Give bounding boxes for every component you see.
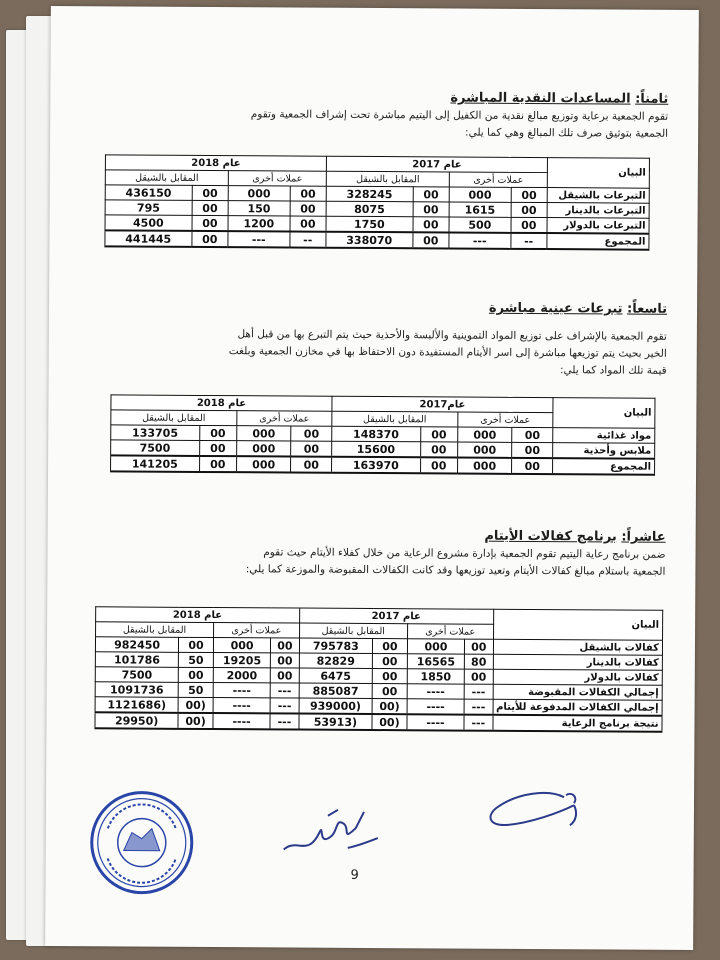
row-label: إجمالي الكفالات المقبوضة <box>493 684 663 700</box>
cell: 101786 <box>95 652 178 668</box>
cell: 00 <box>290 186 327 201</box>
cell: 338070 <box>326 232 413 249</box>
cell: 2000 <box>213 668 271 683</box>
paragraph-line: الخير بحيث يتم توزيعها مباشرة إلى اسر الأيتام المستفيدة دون الاحتفاظ بها في مخازن الجمعية وبلغت <box>228 345 667 360</box>
cell: (53913 <box>299 714 373 730</box>
cell: 00 <box>413 187 450 202</box>
cell: 00 <box>511 202 548 217</box>
section-paragraph <box>108 105 668 142</box>
cell: 00 <box>413 217 450 233</box>
cell: 50 <box>178 682 213 697</box>
cell: 00 <box>271 653 299 668</box>
cell: 00 <box>420 442 457 458</box>
cell: --- <box>464 699 492 715</box>
cell: 00 <box>199 440 236 456</box>
year-header: عام 2018 <box>111 395 332 411</box>
in-kind-donations-table <box>110 394 655 475</box>
section-paragraph <box>107 325 667 379</box>
row-label: ملابس وأحذية <box>553 443 655 459</box>
cell: 000 <box>213 638 271 653</box>
cell: 6475 <box>299 668 373 683</box>
cell: 1200 <box>228 216 290 232</box>
cell: -- <box>289 231 326 247</box>
cell: 7500 <box>95 667 178 683</box>
section-heading <box>107 298 667 316</box>
column-header: المقابل بالشيقل <box>332 411 458 427</box>
cell: 00 <box>179 637 214 652</box>
label-header: البيان <box>553 398 655 429</box>
paragraph-line: تقوم الجمعية بالإشراف على توزيع المواد التموينية والألبسة والأحذية حيث يتم التبرع بها من قبل أهل <box>237 328 667 343</box>
cell: 133705 <box>111 425 200 441</box>
total-row <box>95 712 662 731</box>
label-header: البيان <box>493 609 663 640</box>
cell: 00 <box>512 427 553 442</box>
cell: ---- <box>213 683 271 698</box>
cell: 16565 <box>407 654 465 669</box>
cell: 328245 <box>326 186 413 202</box>
row-label: كفالات بالدولار <box>493 669 663 685</box>
column-header: عملات أخرى <box>228 171 326 187</box>
row-label: التبرعات بالشيقل <box>547 188 649 204</box>
heading-number: ثامناً: <box>635 91 669 107</box>
cell: 00 <box>512 458 553 474</box>
label-header: البيان <box>547 158 649 189</box>
section-10 <box>105 526 665 580</box>
association-stamp <box>87 788 196 897</box>
cash-aid-table <box>104 154 650 250</box>
cell: --- <box>449 232 511 248</box>
cell: 00 <box>413 202 450 217</box>
cell: 4500 <box>105 215 192 231</box>
cell: 00 <box>271 668 299 683</box>
year-header: عام 2018 <box>105 155 326 171</box>
cell: -- <box>510 233 547 249</box>
cell: ---- <box>407 699 465 715</box>
cell: 00 <box>420 427 457 442</box>
cell: 00 <box>420 457 457 473</box>
document-page <box>45 6 699 950</box>
cell: 885087 <box>299 683 373 698</box>
column-header: عملات أخرى <box>237 411 332 427</box>
cell: 1091736 <box>95 682 178 698</box>
cell: 000 <box>228 186 290 201</box>
cell: --- <box>270 683 298 698</box>
page-number: 9 <box>350 867 359 883</box>
cell: (00 <box>178 697 213 713</box>
cell: 00 <box>290 201 327 216</box>
cell: 00 <box>372 669 407 684</box>
row-label: التبرعات بالدولار <box>547 218 649 234</box>
row-label: المجموع <box>547 233 649 250</box>
cell: 00 <box>290 216 327 232</box>
cell: 00 <box>291 426 332 441</box>
signature-mark <box>478 783 598 844</box>
cell: (00 <box>372 699 407 715</box>
year-header: عام 2017 <box>299 608 493 624</box>
cell: 000 <box>458 427 513 442</box>
cell: 00 <box>291 457 332 473</box>
cell: 8075 <box>326 201 413 217</box>
cell: 00 <box>178 667 213 682</box>
row-label: كفالات بالدينار <box>493 654 663 670</box>
section-heading <box>106 526 666 544</box>
section-8 <box>108 88 668 142</box>
paragraph-line: الجمعية باستلام مبالغ كفالات الأيتام وتعيد توزيعها وقد كانت الكفالات المقبوضة والموزعة كما يلي: <box>245 563 666 578</box>
section-9 <box>107 298 667 379</box>
row-label: المجموع <box>553 458 655 475</box>
cell: 00 <box>511 187 548 202</box>
cell: (29950 <box>95 712 178 729</box>
cell: (00 <box>178 713 213 729</box>
heading-number: تاسعاً: <box>627 301 668 317</box>
cell: (939000 <box>299 698 373 714</box>
paragraph-line: الجمعية بتوثيق صرف تلك المبالغ وهي كما يلي: <box>465 126 669 140</box>
cell: 00 <box>192 215 229 231</box>
cell: 436150 <box>105 185 192 201</box>
cell: 15600 <box>332 441 421 457</box>
cell: (00 <box>372 714 407 730</box>
cell: 50 <box>179 652 214 667</box>
section-heading <box>108 88 668 106</box>
total-row <box>111 455 655 474</box>
cell: 795 <box>105 200 192 216</box>
cell: 000 <box>407 639 465 654</box>
cell: 19205 <box>213 653 271 668</box>
cell: 148370 <box>332 426 421 442</box>
cell: --- <box>270 713 298 729</box>
cell: 00 <box>271 638 299 653</box>
year-header: عام2017 <box>332 396 553 412</box>
year-header: عام 2017 <box>326 156 547 172</box>
paragraph-line: ضمن برنامج رعاية اليتيم تقوم الجمعية بإدارة مشروع الرعاية من خلال كفلاء الأيتام حيث تقوم <box>263 546 666 561</box>
paragraph-line: قيمة تلك المواد كما يلي: <box>559 364 667 377</box>
cell: 00 <box>412 232 449 248</box>
column-header: المقابل بالشيقل <box>111 410 237 426</box>
column-header: المقابل بالشيقل <box>299 623 407 639</box>
row-label: كفالات بالشيقل <box>493 639 663 655</box>
cell: 00 <box>291 441 332 457</box>
column-header: عملات أخرى <box>407 624 493 640</box>
cell: 00 <box>192 200 229 215</box>
cell: 000 <box>449 187 511 202</box>
heading-title: المساعدات النقدية المباشرة <box>450 90 631 107</box>
cell: 1850 <box>407 669 465 684</box>
heading-title: برنامج كفالات الأيتام <box>484 528 617 545</box>
column-header: المقابل بالشيقل <box>105 170 228 186</box>
cell: 982450 <box>95 637 178 653</box>
column-header: عملات أخرى <box>213 623 299 639</box>
cell: 00 <box>464 669 492 684</box>
cell: 00 <box>512 442 553 458</box>
cell: 00 <box>372 684 407 699</box>
cell: 80 <box>465 654 493 669</box>
column-header: المقابل بالشيقل <box>326 171 449 187</box>
cell: 1615 <box>449 202 511 217</box>
cell: 00 <box>372 654 407 669</box>
heading-title: تبرعات عينية مباشرة <box>488 300 623 317</box>
cell: 00 <box>373 639 408 654</box>
cell: 441445 <box>105 230 192 247</box>
row-label: إجمالي الكفالات المدفوعة للأيتام <box>493 699 663 716</box>
year-header: عام 2018 <box>96 607 300 623</box>
cell: ---- <box>407 684 465 699</box>
column-header: عملات أخرى <box>458 412 553 428</box>
cell: (1121686 <box>95 697 178 713</box>
cell: --- <box>464 715 492 731</box>
total-row <box>105 230 649 249</box>
cell: --- <box>270 698 298 714</box>
cell: 00 <box>465 639 493 654</box>
cell: 1750 <box>326 216 413 232</box>
cell: 82829 <box>299 653 373 668</box>
cell: 00 <box>192 231 229 247</box>
orphan-sponsorship-table <box>94 606 663 732</box>
cell: 00 <box>192 185 229 200</box>
cell: 163970 <box>332 457 421 474</box>
cell: --- <box>464 684 492 699</box>
heading-number: عاشراً: <box>621 529 666 545</box>
cell: 150 <box>228 201 290 216</box>
signature-mark <box>278 797 388 868</box>
row-label: التبرعات بالدينار <box>547 203 649 219</box>
cell: 141205 <box>111 455 200 472</box>
column-header: المقابل بالشيقل <box>96 622 214 638</box>
cell: 7500 <box>111 440 200 456</box>
cell: 000 <box>457 442 512 458</box>
cell: 500 <box>449 217 511 233</box>
cell: 00 <box>199 456 236 472</box>
column-header: عملات أخرى <box>449 172 547 188</box>
cell: 000 <box>457 458 512 474</box>
cell: 795783 <box>299 638 373 653</box>
section-paragraph <box>105 543 665 580</box>
row-label: مواد غذائية <box>553 428 655 444</box>
cell: ---- <box>407 714 465 730</box>
cell: 000 <box>236 441 291 457</box>
cell: ---- <box>213 698 271 714</box>
cell: 000 <box>236 456 291 472</box>
cell: 00 <box>511 217 548 233</box>
cell: --- <box>228 231 290 247</box>
paragraph-line: تقوم الجمعية برعاية وتوزيع مبالغ نقدية من الكفيل إلى اليتيم مباشرة تحت إشراف الجمعية وتقوم <box>250 108 669 123</box>
cell: 00 <box>199 425 236 440</box>
cell: 000 <box>237 426 292 441</box>
row-label: نتيجة برنامج الرعاية <box>492 715 662 732</box>
cell: ---- <box>213 713 271 729</box>
